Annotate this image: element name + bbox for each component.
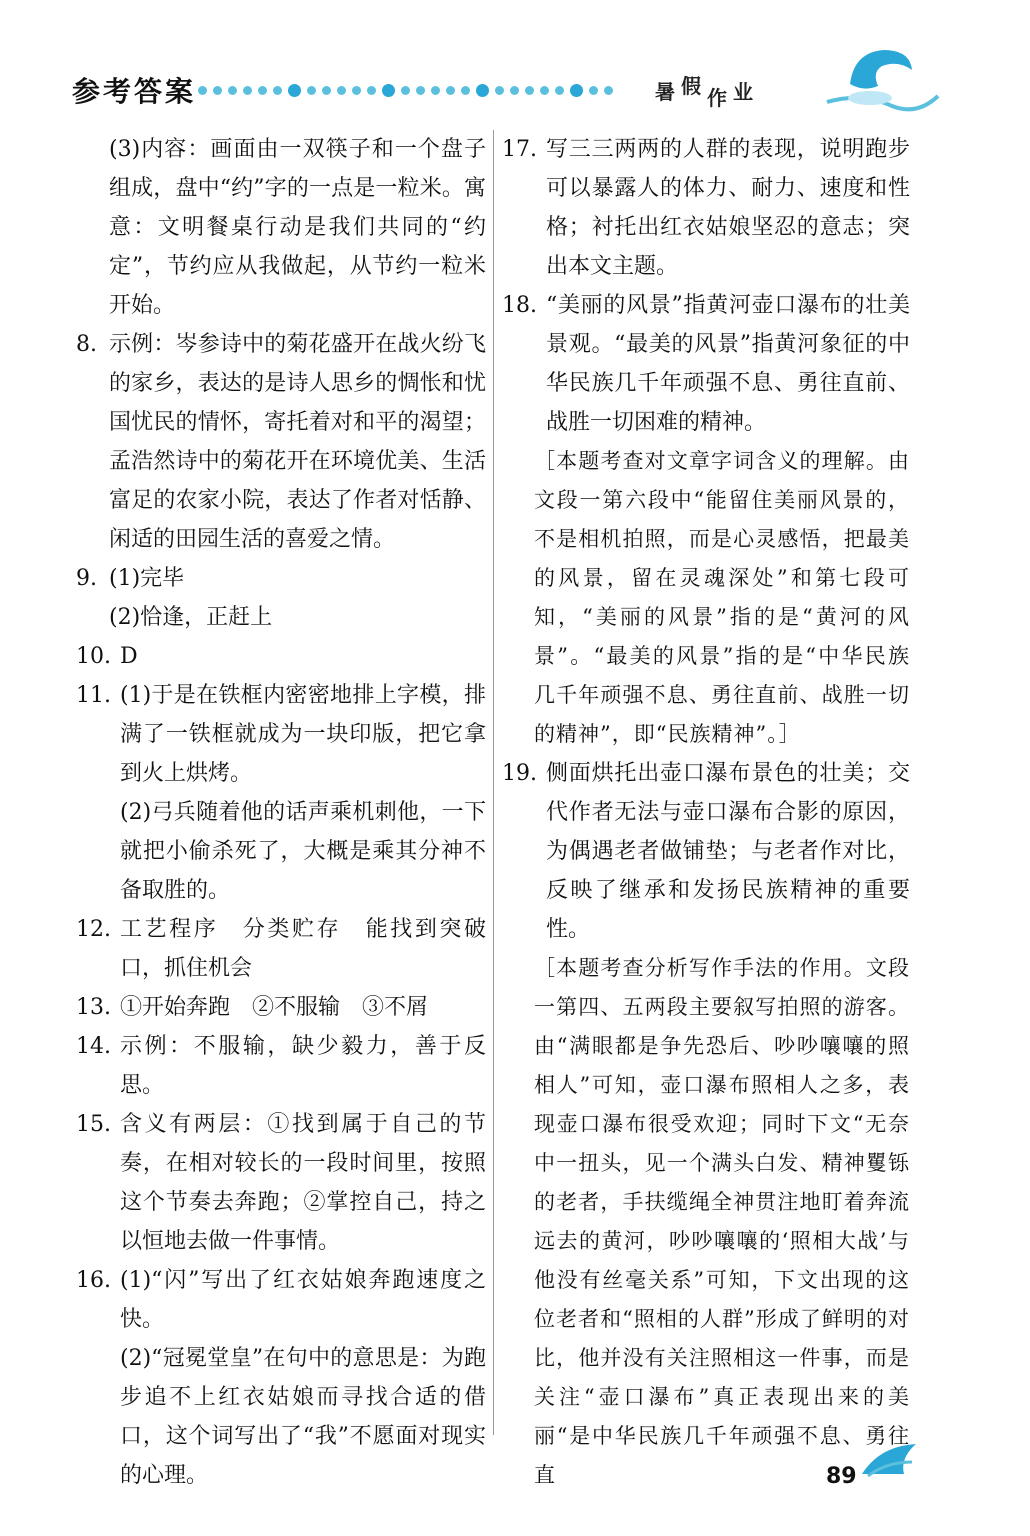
decor-dot [352,86,361,95]
answer-number: 9. [76,566,97,591]
header-title: 参考答案 [72,75,197,108]
header-label-char: 暑 [655,80,675,104]
decor-dot [401,86,410,95]
answer-number: 17. [502,137,537,162]
decor-dot [604,86,613,95]
answer-explanation: ［本题考查分析写作手法的作用。文段一第四、五两段主要叙写拍照的游客。由“满眼都是争先恐后、吵吵嚷嚷的照相人”可知，壶口瀑布照相人之多，表现壶口瀑布很受欢迎；同时下文“无奈中一扭头，见一个满头白发、精神矍铄的老者，手扶缆绳全神贯注地盯着奔流远去的黄河，吵吵嚷嚷的‘照相大战’与他没有丝毫关系”可知，下文出现的这位老者和“照相的人群”形成了鲜明的对比，他并没有关注照相这一件事，而是关注“壶口瀑布”真正表现出来的美丽“是中华民族几千年顽强不息、勇往直 [534,956,910,1487]
decor-dot [198,86,207,95]
decor-dot [495,86,504,95]
header-label-char: 业 [733,80,753,104]
answer-text: (1)“闪”写出了红衣姑娘奔跑速度之快。 [120,1268,486,1332]
answer-text: 写三三两两的人群的表现，说明跑步可以暴露人的体力、耐力、速度和性格；衬托出红衣姑娘坚忍的意志；突出本文主题。 [546,137,910,279]
right-column [502,130,910,1495]
wave-decoration-icon [822,40,942,115]
decor-dot [213,86,222,95]
answer-number: 11. [76,683,111,708]
answer-item [502,754,910,949]
answer-text: 含义有两层：①找到属于自己的节奏，在相对较长的一段时间里，按照这个节奏去奔跑；②掌控自己，持之以恒地去做一件事情。 [120,1112,486,1254]
answer-number: 14. [76,1034,111,1059]
answer-number: 19. [502,761,537,786]
answer-item [502,286,910,442]
decor-dot [228,86,237,95]
decor-dot [589,86,598,95]
answer-subitem: (2)“冠冕堂皇”在句中的意思是：为跑步追不上红衣姑娘而寻找合适的借口，这个词写出了“我”不愿面对现实的心理。 [120,1346,486,1488]
decor-dot [382,84,395,97]
answer-subitem: (3)内容：画面由一双筷子和一个盘子组成，盘中“约”字的一点是一粒米。寓意：文明餐桌行动是我们共同的“约定”，节约应从我做起，从节约一粒米开始。 [109,137,486,318]
answer-subitem: (2)弓兵随着他的话声乘机刺他，一下就把小偷杀死了，大概是乘其分神不备取胜的。 [120,800,486,903]
page-number: 89 [826,1464,857,1489]
decor-dot [540,86,549,95]
answer-item [76,1261,486,1339]
decor-dot [525,86,534,95]
answer-item [76,988,486,1027]
header-dot-rule [198,84,613,97]
answer-explanation: ［本题考查对文章字词含义的理解。由文段一第六段中“能留住美丽风景的，不是相机拍照，而是心灵感悟，把最美的风景，留在灵魂深处”和第七段可知，“美丽的风景”指的是“黄河的风景”。“最美的风景”指的是“中华民族几千年顽强不息、勇往直前、战胜一切的精神”，即“民族精神”。］ [534,449,910,746]
decor-dot [273,86,282,95]
answer-number: 10. [76,644,111,669]
answer-number: 18. [502,293,537,318]
decor-dot [476,84,489,97]
answer-number: 12. [76,917,111,942]
decor-dot [307,86,316,95]
decor-dot [555,86,564,95]
decor-dot [243,86,252,95]
answer-text: “美丽的风景”指黄河壶口瀑布的壮美景观。“最美的风景”指黄河象征的中华民族几千年顽强不息、勇往直前、战胜一切困难的精神。 [546,293,910,435]
decor-dot [510,86,519,95]
answer-text: 侧面烘托出壶口瀑布景色的壮美；交代作者无法与壶口瀑布合影的原因，为偶遇老者做铺垫；与老者作对比，反映了继承和发扬民族精神的重要性。 [546,761,910,942]
header-label-char: 作 [707,86,727,110]
decor-dot [258,86,267,95]
answer-item [76,325,486,559]
answer-text: ①开始奔跑 ②不服输 ③不屑 [120,995,429,1020]
column-divider [493,130,494,1435]
answer-text: 示例：岑参诗中的菊花盛开在战火纷飞的家乡，表达的是诗人思乡的惆怅和忧国忧民的情怀，寄托着对和平的渴望；孟浩然诗中的菊花开在环境优美、生活富足的农家小院，表达了作者对恬静、闲适的田园生活的喜爱之情。 [109,332,486,552]
decor-dot [446,86,455,95]
answer-number: 16. [76,1268,111,1293]
answer-subitem: (2)恰逢，正赶上 [109,605,273,630]
header-label [655,74,753,110]
decor-dot [570,84,583,97]
answer-item [502,130,910,286]
answer-item [76,559,486,598]
answer-number: 13. [76,995,111,1020]
answer-number: 8. [76,332,97,357]
answer-item [76,637,486,676]
answer-text: (1)于是在铁框内密密地排上字模，排满了一铁框就成为一块印版，把它拿到火上烘烤。 [120,683,486,786]
decor-dot [431,86,440,95]
answer-text: (1)完毕 [109,566,185,591]
header-label-char: 假 [681,74,701,98]
answer-text: 工艺程序 分类贮存 能找到突破口，抓住机会 [120,917,486,981]
answer-text: D [120,644,138,669]
decor-dot [288,84,301,97]
decor-dot [461,86,470,95]
answer-text: 示例：不服输，缺少毅力，善于反思。 [120,1034,486,1098]
decor-dot [416,86,425,95]
left-column [76,130,486,1495]
answer-item [76,1105,486,1261]
answer-item [76,910,486,988]
answer-item [76,676,486,793]
page-corner-decoration-icon [860,1440,920,1480]
decor-dot [322,86,331,95]
decor-dot [367,86,376,95]
answer-number: 15. [76,1112,111,1137]
page-header [0,0,1030,120]
decor-dot [337,86,346,95]
answer-item [76,1027,486,1105]
